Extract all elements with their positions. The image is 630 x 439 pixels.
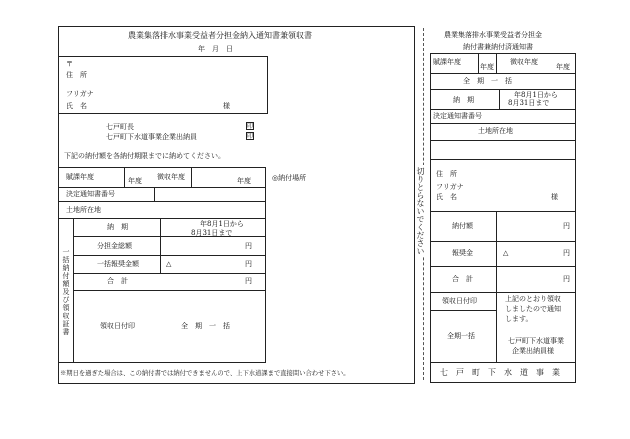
left-date-line: 年 月 日 [198,45,233,53]
right-payment-amount-label: 納付額 [452,222,473,230]
sum-label: 合 計 [107,277,128,285]
recipient-box [58,56,268,114]
right-collection-year-label: 徴収年度 [510,58,538,66]
fiscal-year-nendo: 年度 [128,177,142,185]
issuer-receiver: 七戸町下水道事業企業出納員 [106,133,197,141]
collection-year-nendo: 年度 [237,177,251,185]
receiver-1: 七戸町下水道事業 [508,337,564,345]
right-sum-yen: 円 [563,275,570,283]
postal-mark: 〒 [66,60,73,68]
payment-place: ◎納付場所 [272,174,307,182]
receiver-seal: 印 [247,133,254,140]
right-collection-year-nendo: 年度 [556,63,570,71]
lump-reward-yen: 円 [245,260,252,268]
fiscal-year-label: 賦課年度 [66,173,94,181]
due-value-2: 8月31日まで [191,229,233,237]
right-full-term-label: 全期一括 [447,332,475,340]
received-note-1: 上記のとおり領収 [505,295,561,303]
mayor-seal: 印 [247,123,254,130]
footnote: ※期日を過ぎた場合は、この納付書では納付できませんので、上下水道課まで直接問い合わせ下さい。 [60,370,350,377]
right-name-sama: 様 [551,193,558,201]
right-reward-triangle: △ [503,249,509,257]
right-furigana-label: フリガナ [436,183,464,191]
right-reward-yen: 円 [563,249,570,257]
right-title-2: 納付書兼納付済通知書 [463,43,533,51]
furigana-label: フリガナ [66,90,94,98]
received-note-3: します。 [505,315,533,323]
due-label: 納 期 [107,223,128,231]
do-not-cut-text: 切りとらないでください [416,167,425,255]
right-sum-label: 合 計 [452,275,473,283]
right-fiscal-year-nendo: 年度 [480,63,494,71]
right-name-label: 氏 名 [436,193,457,201]
lump-reward-triangle: △ [166,260,172,268]
right-address-label: 住 所 [436,170,457,178]
right-reward-label: 報奨金 [452,249,473,257]
right-fiscal-year-label: 賦課年度 [433,58,461,66]
decision-notice-label: 決定通知書番号 [66,190,115,198]
lump-reward-label: 一括報奨金額 [97,260,139,268]
total-burden-label: 分担金総額 [97,242,132,250]
full-term-label: 全 期 一 括 [181,322,230,330]
right-due-label: 納 期 [453,96,474,104]
name-label: 氏 名 [66,102,87,110]
receipt-date-label: 領収日付印 [100,322,135,330]
right-payment-amount-yen: 円 [563,222,570,230]
right-land-location-label: 土地所在地 [478,127,513,135]
left-title: 農業集落排水事業受益者分担金納入通知書兼領収書 [128,31,312,40]
land-location-label: 土地所在地 [66,206,101,214]
right-receipt-date-label: 領収日付印 [442,297,477,305]
receiver-2: 企業出納員様 [512,347,554,355]
right-title-1: 農業集落排水事業受益者分担金 [444,31,542,39]
sum-yen: 円 [245,277,252,285]
right-footer: 七 戸 町 下 水 道 事 業 [440,368,560,377]
right-due-value-1: 年8月1日から [514,91,558,99]
right-decision-notice-label: 決定通知書番号 [433,112,482,120]
received-note-2: しましたので通知 [505,305,561,313]
due-value-1: 年8月1日から [200,220,244,228]
issuer-mayor: 七戸町長 [106,123,134,131]
total-burden-yen: 円 [245,242,252,250]
address-label: 住 所 [66,71,87,79]
vertical-label-lump-sum: 一括納付額及び領収証書 [62,248,70,336]
collection-year-label: 徴収年度 [157,173,185,181]
name-sama: 様 [223,102,230,110]
instruction-text: 下記の納付額を各納付期限までに納めてください。 [64,152,225,160]
right-due-value-2: 8月31日まで [508,99,550,107]
right-full-term: 全 期 一 括 [463,77,512,85]
